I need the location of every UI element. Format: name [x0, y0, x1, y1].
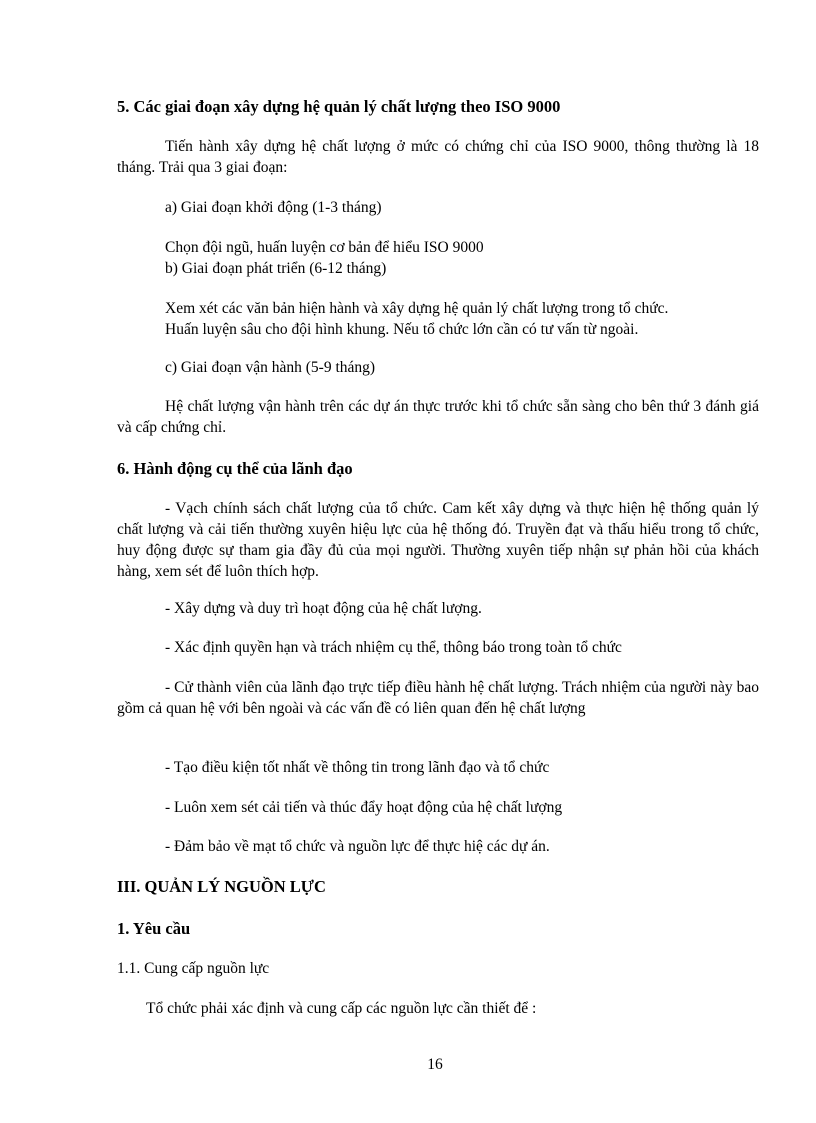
section-6-item-7: - Đảm bảo về mạt tổ chức và nguồn lực để thực hiệ các dự án. — [165, 838, 550, 855]
section-6-item-3: - Xác định quyền hạn và trách nhiệm cụ thể, thông báo trong toàn tổ chức — [165, 639, 622, 656]
stage-b-title: b) Giai đoạn phát triển (6-12 tháng) — [165, 260, 387, 277]
section-6-heading: 6. Hành động cụ thể của lãnh đạo — [117, 459, 353, 478]
page-number: 16 — [427, 1056, 443, 1073]
stage-c-description: Hệ chất lượng vận hành trên các dự án thực trước khi tổ chức sẵn sàng cho bên thứ 3 đánh giá và cấp chứng chỉ. — [117, 398, 759, 436]
section-6-item-6: - Luôn xem sét cải tiến và thúc đẩy hoạt động của hệ chất lượng — [165, 799, 563, 816]
stage-c-title: c) Giai đoạn vận hành (5-9 tháng) — [165, 359, 376, 376]
stage-a-title: a) Giai đoạn khởi động (1-3 tháng) — [165, 199, 382, 216]
part-3-subsection-1-1: 1.1. Cung cấp nguồn lực — [117, 960, 270, 977]
stage-b-description-line-2: Huấn luyện sâu cho đội hình khung. Nếu tổ chức lớn cần có tư vấn từ ngoài. — [165, 321, 639, 338]
part-3-section-1-heading: 1. Yêu cầu — [117, 919, 191, 938]
part-3-heading: III. QUẢN LÝ NGUỒN LỰC — [117, 877, 326, 896]
section-5-intro: Tiến hành xây dựng hệ chất lượng ở mức có chứng chỉ của ISO 9000, thông thường là 18 tháng. Trải qua 3 giai đoạn: — [117, 138, 759, 176]
section-6-item-2: - Xây dựng và duy trì hoạt động của hệ chất lượng. — [165, 600, 482, 617]
stage-b-description-line-1: Xem xét các văn bản hiện hành và xây dựng hệ quản lý chất lượng trong tổ chức. — [165, 300, 669, 317]
section-6-item-4: - Cử thành viên của lãnh đạo trực tiếp điều hành hệ chất lượng. Trách nhiệm của người này bao gồm cả quan hệ với bên ngoài và các vấn đề có liên quan đến hệ chất lượng — [117, 679, 759, 717]
stage-a-description: Chọn đội ngũ, huấn luyện cơ bản để hiểu ISO 9000 — [165, 239, 484, 256]
section-5-heading: 5. Các giai đoạn xây dựng hệ quản lý chất lượng theo ISO 9000 — [117, 97, 561, 116]
part-3-subsection-1-1-text: Tổ chức phải xác định và cung cấp các nguồn lực cần thiết để : — [146, 1000, 537, 1017]
section-6-item-1: - Vạch chính sách chất lượng của tổ chức. Cam kết xây dựng và thực hiện hệ thống quản lý chất lượng và cải tiến thường xuyên hiệu lực của hệ thống đó. Truyền đạt và thấu hiểu trong tổ chức, huy động được sự tham gia đầy đủ của mọi người. Thường xuyên tiếp nhận sự phản hồi của khách hàng, xem sét để luôn thích hợp. — [117, 500, 759, 580]
section-6-item-5: - Tạo điều kiện tốt nhất về thông tin trong lãnh đạo và tổ chức — [165, 759, 550, 776]
